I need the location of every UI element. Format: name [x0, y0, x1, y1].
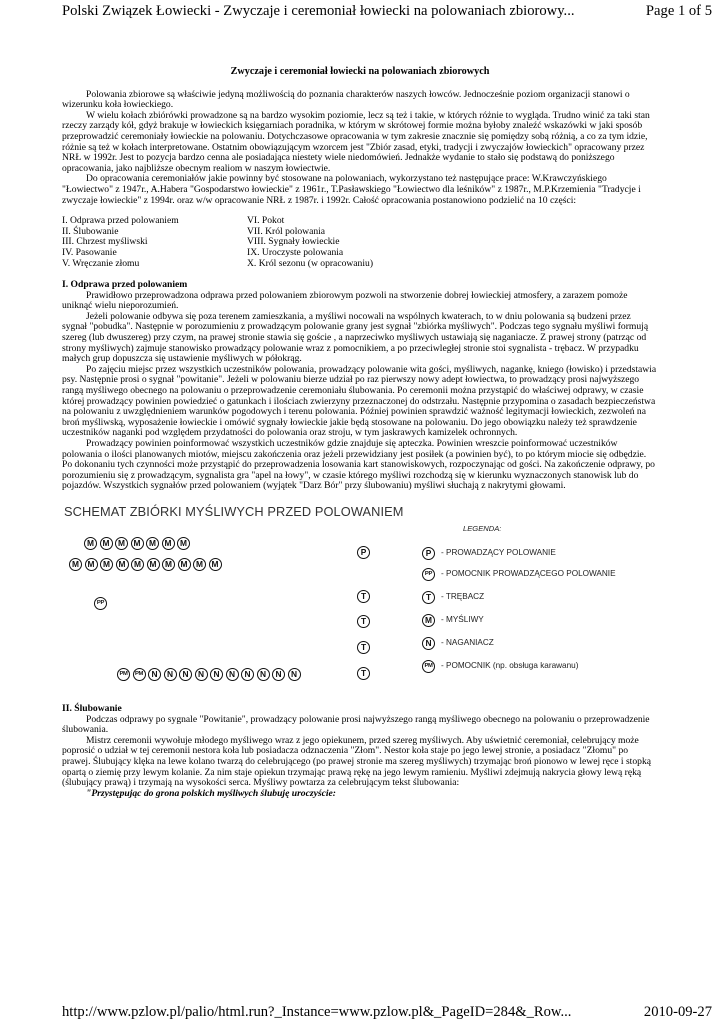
assembly-diagram — [62, 504, 658, 700]
beater-symbol: N — [179, 668, 192, 681]
toc-item: X. Król sezonu (w opracowaniu) — [247, 257, 374, 269]
beater-symbol: N — [257, 668, 270, 681]
helper-symbol: PM — [133, 668, 146, 681]
toc-item: VI. Pokot — [247, 215, 285, 227]
section-heading: II. Ślubowanie — [62, 702, 122, 714]
legend-symbol: PM — [422, 660, 435, 673]
beater-symbol: N — [288, 668, 301, 681]
leader-symbol: P — [357, 546, 370, 559]
legend-symbol: T — [422, 591, 435, 604]
legend-label: - POMOCNIK PROWADZĄCEGO POLOWANIE — [441, 569, 616, 579]
beater-symbol: N — [164, 668, 177, 681]
intro-paragraph: W wielu kołach zbiórówki prowadzone są na bardzo wysokim poziomie, lecz są też i takie, w których różnie to wygląda. Trudno winić za taki stan rzeczy zarządy kół, gdyż brakuje w łowieckich księgarniach poradnika, w którym w skrótowej formie można byłoby znaleźć wskazówki w jaki sposób przeprowadzić ceremoniały łowieckie na polowaniu. Dotychczasowe opracowania w tym zakresie znacznie się pomiędzy sobą różnią, a co za tym idzie, różnie są też w kołach interpretowane. Ostatnim obowiązującym wzorcem jest "Zbiór zasad, etyki, tradycji i zwyczajów łowieckich" opracowany przez NRŁ w 1992r. Jest to pozycja bardzo cenna ale posiadająca niestety wiele niedomówień. Jednakże wydanie to stało się podstawą do poniższego opracowania, jako najbliższe obecnym realiom w naszym łowiectwie. — [62, 109, 650, 174]
section-paragraph: Jeżeli polowanie odbywa się poza terenem zamieszkania, a myśliwi nocowali na wspólnych kwaterach, to w dniu polowania są budzeni przez sygnał "pobudka". Następnie w porozumieniu z prowadzącym polowanie grany jest sygnał "zbiórka myśliwych". Podczas tego sygnału myśliwi formują szereg (lub dwuszereg) przy czym, na prawej stronie stawia się goście , a naprzeciwko myśliwych ustawiają się naganiacze. Z prawej strony (patrząc od strony myśliwych) zajmuje stanowisko prowadzący polowanie wraz z pomocnikiem, a po przeciwległej stronie stoi sygnalista - trębacz. W przypadku małych grup dopuszcza się ustawienie myśliwych w półokrąg. — [62, 310, 649, 365]
table-of-contents — [62, 216, 658, 269]
toc-item: I. Odprawa przed polowaniem — [62, 215, 179, 227]
legend-item — [422, 568, 616, 581]
hunter-symbol: M — [115, 537, 128, 550]
hunter-symbol: M — [162, 558, 175, 571]
legend-label: - TRĘBACZ — [441, 592, 485, 602]
hunter-symbol: M — [100, 558, 113, 571]
oath-text: "Przystępując do grona polskich myśliwych ślubuję uroczyście: — [86, 787, 336, 799]
legend-symbol: M — [422, 614, 435, 627]
toc-item: IX. Uroczyste polowania — [247, 246, 344, 258]
toc-item: V. Wręczanie złomu — [62, 257, 140, 269]
section-paragraph: Prowadzący powinien poinformować wszystkich uczestników gdzie znajduje się apteczka. Powinien wreszcie poinformować uczestników polowania o ilości planowanych miotów, miejscu zakończenia oraz jeżeli przewidziany jest posiłek (a powinien być), to po którym miocie się odbędzie. Po dokonaniu tych czynności może przystąpić do przeprowadzenia losowania kart stanowiskowych, rozpoczynając od gości. Na zakończenie odprawy, po porozumieniu się z prowadzącym, sygnalista gra "apel na łowy", w czasie którego myśliwi rozchodzą się w kierunku wyznaczonych stanowisk lub do pojazdów. Wszystkich sygnałów przed polowaniem (wyjątek "Darz Bór" przy ślubowaniu) myśliwi słuchają z nakrytymi głowami. — [62, 438, 655, 492]
beater-symbol: N — [210, 668, 223, 681]
footer-date: 2010-09-27 — [643, 1004, 712, 1020]
page-number: Page 1 of 5 — [645, 3, 712, 19]
beater-symbol: N — [272, 668, 285, 681]
trumpeter-symbol: T — [357, 615, 370, 628]
legend-label: - NAGANIACZ — [441, 638, 494, 648]
legend-label: - MYŚLIWY — [441, 615, 484, 625]
diagram-title: SCHEMAT ZBIÓRKI MYŚLIWYCH PRZED POLOWANIEM — [64, 503, 404, 519]
section-heading: I. Odprawa przed polowaniem — [62, 279, 188, 291]
legend-item — [422, 614, 484, 627]
trumpeter-symbol: T — [357, 590, 370, 603]
toc-item: VII. Król polowania — [247, 225, 326, 237]
hunter-symbol: M — [131, 558, 144, 571]
page-footer — [62, 1003, 712, 1021]
section-paragraph: Mistrz ceremonii wywołuje młodego myśliwego wraz z jego opiekunem, przed szereg myśliwych. Aby uświetnić ceremoniał, celebrujący może poprosić o udział w tej ceremonii nestora koła lub posiadacza odznaczenia "Złom". Nestor koła staje po jego lewej stronie, a posiadacz "Złomu" po prawej. Ślubujący klęka na lewe kolano twarzą do celebrującego (po prawej stronie ma szereg myśliwych) trzymając broń pionowo w lewej ręce i stopką opartą o ziemię przy lewym kolanie. Za nim staje opiekun trzymając prawą rękę na jego lewym ramieniu. Myśliwi zdejmują nakrycia głowy lewą ręką (ślubujący prawą) i trzymają na wysokości serca. Myśliwy powtarza za celebrującym tekst ślubowania: — [62, 734, 651, 789]
toc-item: II. Ślubowanie — [62, 225, 119, 237]
page-header — [62, 2, 712, 20]
trumpeter-symbol: T — [357, 667, 370, 680]
beater-symbol: N — [148, 668, 161, 681]
hunter-symbol: M — [100, 537, 113, 550]
legend-symbol: PP — [422, 568, 435, 581]
legend-symbol: P — [422, 547, 435, 560]
hunter-symbol: M — [178, 558, 191, 571]
beater-symbol: N — [226, 668, 239, 681]
hunter-symbol: M — [131, 537, 144, 550]
hunter-symbol: M — [146, 537, 159, 550]
legend-item — [422, 637, 494, 650]
legend-title: LEGENDA: — [463, 523, 502, 533]
document-body — [62, 67, 658, 799]
beater-symbol: N — [195, 668, 208, 681]
legend-label: - POMOCNIK (np. obsługa karawanu) — [441, 661, 579, 671]
helper-symbol: PM — [117, 668, 130, 681]
hunter-symbol: M — [147, 558, 160, 571]
section-paragraph: Prawidłowo przeprowadzona odprawa przed polowaniem zbiorowym pozwoli na stworzenie dobrej łowieckiej atmosfery, a zarazem pomoże uniknąć wielu nieporozumień. — [62, 289, 628, 312]
intro-paragraph: Polowania zbiorowe są właściwie jedyną możliwością do poznania charakterów naszych łowców. Jednocześnie poziom organizacji stanowi o wizerunku koła łowieckiego. — [62, 88, 630, 111]
legend-label: - PROWADZĄCY POLOWANIE — [441, 548, 556, 558]
legend-item — [422, 591, 484, 604]
hunter-symbol: M — [162, 537, 175, 550]
hunter-symbol: M — [69, 558, 82, 571]
toc-column-left — [62, 216, 247, 269]
hunter-symbol: M — [177, 537, 190, 550]
footer-url: http://www.pzlow.pl/palio/html.run?_Instance=www.pzlow.pl&_PageID=284&_Row... — [62, 1004, 572, 1020]
legend-item — [422, 547, 556, 560]
assistant-leader-symbol: PP — [94, 597, 107, 610]
hunter-symbol: M — [193, 558, 206, 571]
legend-item — [422, 660, 578, 673]
section-paragraph: Po zajęciu miejsc przez wszystkich uczestników polowania, prowadzący polowanie wita gości, myśliwych, nagankę, kniego (łowisko) i przedstawia psy. Następnie prosi o sygnał "powitanie". Jeżeli w polowaniu bierze udział po raz pierwszy nowy adept łowiectwa, to prowadzący prosi najwyższego rangą myśliwego obecnego na polowaniu o przeprowadzenie ceremoniału ślubowania. Po ceremonii można przystąpić do właściwej odprawy, w czasie której prowadzący powinien powiedzieć o gatunkach i ilościach zwierzyny przeznaczonej do odstrzału. Następnie przypomina o zasadach bezpieczeństwa na polowaniu z uwzględnieniem warunków pogodowych i terenu polowania. Później powinien sprawdzić ważność legitymacji łowieckich, zezwoleń na broń myśliwską, wyposażenie łowieckie i omówić sygnały łowieckie jakie będą stosowane na polowaniu. Do jego obowiązku należy też sprawdzenie uczestników naganki pod względem przydatności do polowania oraz stroju, w tym jaskrawych kamizelek ochronnych. — [62, 363, 657, 439]
toc-item: III. Chrzest myśliwski — [62, 236, 148, 248]
intro-paragraph: Do opracowania ceremoniałów jakie powinny być stosowane na polowaniach, wykorzystano też następujące prace: W.Krawczyńskiego "Łowiectwo" z 1947r., A.Habera "Gospodarstwo łowieckie" z 1961r., T.Pasławskiego "Łowiectwo dla leśników" z 1987r., M.P.Krzemienia "Tradycje i zwyczaje łowieckie" z 1994r. oraz w/w opracowanie NRŁ z 1987r. i 1992r. Całość opracowania postanowiono podzielić na 10 części: — [62, 173, 641, 206]
toc-item: IV. Pasowanie — [62, 246, 117, 258]
toc-column-right — [247, 216, 447, 269]
toc-item: VIII. Sygnały łowieckie — [247, 236, 340, 248]
hunter-symbol: M — [116, 558, 129, 571]
hunter-symbol: M — [85, 558, 98, 571]
section-paragraph: Podczas odprawy po sygnale "Powitanie", prowadzący polowanie prosi najwyższego rangą myśliwego obecnego na polowaniu o przeprowadzenie ślubowania. — [62, 713, 650, 736]
legend-symbol: N — [422, 637, 435, 650]
article-title: Zwyczaje i ceremoniał łowiecki na polowaniach zbiorowych — [230, 66, 490, 77]
trumpeter-symbol: T — [357, 641, 370, 654]
beater-symbol: N — [241, 668, 254, 681]
hunter-symbol: M — [84, 537, 97, 550]
hunter-symbol: M — [209, 558, 222, 571]
header-title: Polski Związek Łowiecki - Zwyczaje i ceremoniał łowiecki na polowaniach zbiorowy... — [62, 3, 575, 19]
